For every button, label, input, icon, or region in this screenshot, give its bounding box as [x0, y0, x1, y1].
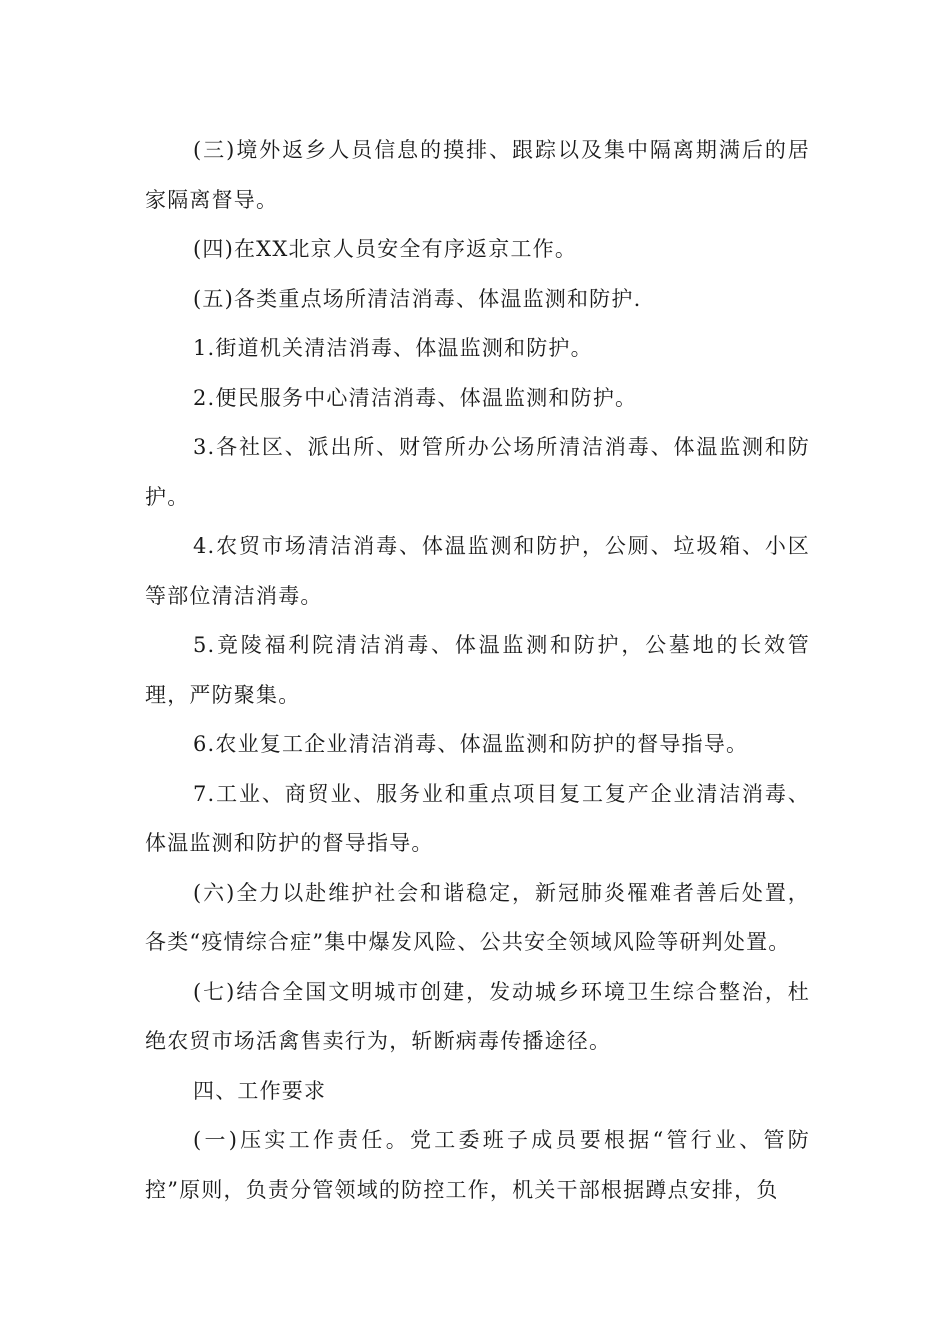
list-item-service-center: 2.便民服务中心清洁消毒、体温监测和防护。 [193, 385, 638, 410]
paragraph-quarantine-supervision: (三)境外返乡人员信息的摸排、跟踪以及集中隔离期满后的居家隔离督导。 [145, 138, 810, 212]
list-item-street-offices: 1.街道机关清洁消毒、体温监测和防护。 [193, 336, 593, 360]
paragraph-return-to-beijing: (四)在XX北京人员安全有序返京工作。 [193, 237, 578, 261]
list-item-industry-enterprises: 7.工业、商贸业、服务业和重点项目复工复产企业清洁消毒、体温监测和防护的督导指导。 [145, 781, 810, 855]
paragraph-sanitation-campaign: (七)结合全国文明城市创建，发动城乡环境卫生综合整治，杜绝农贸市场活禽售卖行为，斩断病毒传播途径。 [145, 979, 810, 1053]
paragraph-social-stability: (六)全力以赴维护社会和谐稳定，新冠肺炎罹难者善后处置，各类“疫情综合症”集中爆发风险、公共安全领域风险等研判处置。 [145, 880, 810, 954]
section-heading-work-requirements: 四、工作要求 [193, 1078, 327, 1103]
paragraph-responsibility: (一)压实工作责任。党工委班子成员要根据“管行业、管防控”原则，负责分管领域的防控工作，机关干部根据蹲点安排，负 [145, 1128, 810, 1202]
paragraph-key-venues: (五)各类重点场所清洁消毒、体温监测和防护. [193, 286, 642, 311]
document-page [145, 126, 810, 1215]
list-item-welfare-home: 5.竟陵福利院清洁消毒、体温监测和防护，公墓地的长效管理，严防聚集。 [145, 633, 810, 707]
list-item-agriculture-enterprises: 6.农业复工企业清洁消毒、体温监测和防护的督导指导。 [193, 732, 749, 756]
list-item-community-offices: 3.各社区、派出所、财管所办公场所清洁消毒、体温监测和防护。 [145, 435, 810, 509]
list-item-farmers-market: 4.农贸市场清洁消毒、体温监测和防护，公厕、垃圾箱、小区等部位清洁消毒。 [145, 534, 810, 608]
